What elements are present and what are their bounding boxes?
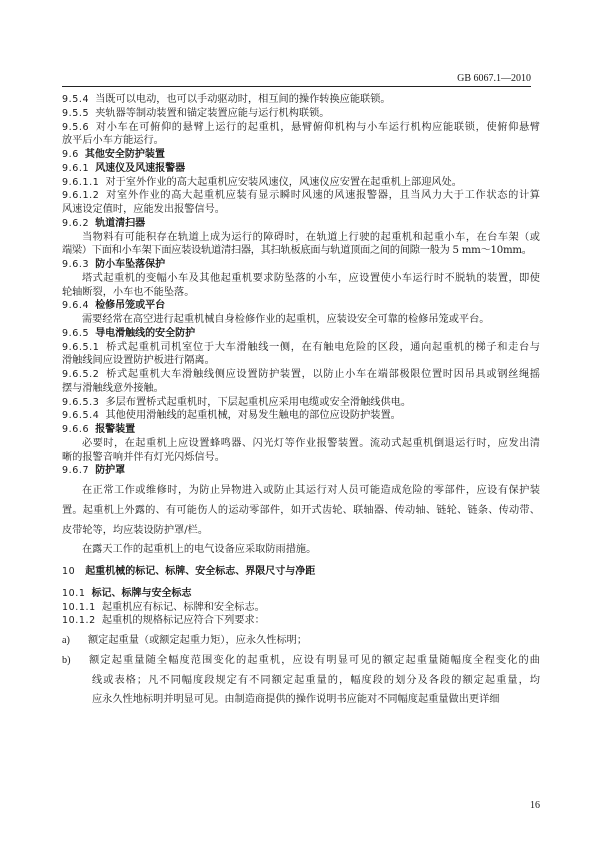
clause-number: 9.6.5.1	[62, 341, 100, 353]
paragraph-line: 皮带轮等，均应装设防护罩/栏。	[62, 524, 209, 536]
paragraph-line: 塔式起重机的变幅小车及其他起重机要求防坠落的小车，应设置使小车运行时不脱轨的装置，即使	[82, 272, 540, 284]
list-marker: b)	[62, 654, 71, 666]
heading-9-6-6	[62, 423, 540, 437]
clause-9-6-5-3	[62, 396, 540, 410]
clause-text-continued: 摆与滑触线意外接触。	[62, 382, 164, 394]
clause-number: 9.6.5.3	[62, 396, 100, 408]
heading-9-6-2	[62, 217, 540, 231]
heading-9-6-5	[62, 327, 540, 341]
clause-number: 9.6.1.2	[62, 190, 100, 202]
clause-number: 9.5.6	[62, 121, 90, 133]
clause-number: 9.6.5.2	[62, 369, 100, 380]
clause-text: 对于室外作业的高大起重机应安装风速仪，风速仪应安置在起重机上部迎风处。	[105, 176, 462, 188]
list-text-continued: 应永久性地标明并明显可见。由制造商提供的操作说明书应能对不同幅度起重量做出更详细	[92, 694, 500, 706]
paragraph-line: 晰的报警音响并伴有灯光闪烁信号。	[62, 451, 225, 463]
clause-9-6-5-2	[62, 368, 540, 382]
clause-9-6-1-2	[62, 189, 540, 203]
clause-number: 9.6.5	[62, 327, 90, 339]
clause-number: 9.6.3	[62, 259, 90, 270]
clause-9-6-1-1	[62, 176, 540, 190]
clause-number: 9.6.4	[62, 300, 90, 312]
clause-9-5-6	[62, 121, 540, 135]
heading-text: 检修吊笼或平台	[95, 300, 166, 312]
heading-9-6-7	[62, 464, 540, 478]
clause-text-continued: 滑触线间应设置防护板进行隔离。	[62, 355, 215, 367]
paragraph-line: 必要时，在起重机上应设置蜂鸣器、闪光灯等作业报警装置。流动式起重机倒退运行时，应发出清	[82, 437, 540, 449]
paragraph-line: 置。起重机上外露的、有可能伤人的运动零部件，如开式齿轮、联轴器、传动轴、链轮、链条、传动带、	[62, 504, 540, 516]
heading-text: 导电滑触线的安全防护	[95, 327, 196, 339]
paragraph-line: 轮轴断裂，小车也不能坠落。	[62, 286, 195, 298]
paragraph-line: 需要经常在高空进行起重机械自身检修作业的起重机，应装设安全可靠的检修吊笼或平台。	[82, 314, 490, 325]
section-heading-10	[62, 565, 540, 579]
page-number: 16	[530, 800, 540, 811]
heading-text: 报警装置	[95, 424, 136, 435]
clause-text: 桥式起重机大车滑触线侧应设置防护装置，以防止小车在端部极限位置时因吊具或钢丝绳摇	[105, 369, 540, 380]
clause-9-5-4	[62, 93, 540, 107]
heading-text: 防小车坠落保护	[95, 259, 166, 270]
clause-9-6-5-1	[62, 341, 540, 355]
clause-number: 9.6.1	[62, 162, 90, 174]
page-body	[62, 93, 540, 707]
clause-10-1-1	[62, 601, 540, 615]
header-rule	[62, 86, 531, 87]
paragraph-line: 在露天工作的起重机上的电气设备应采取防雨措施。	[82, 544, 317, 556]
heading-text: 起重机械的标记、标牌、安全标志、界限尺寸与净距	[85, 566, 316, 577]
standard-code-header: GB 6067.1—2010	[457, 73, 531, 84]
clause-number: 9.6.2	[62, 217, 90, 229]
paragraph-line: 在正常工作或维修时，为防止异物进入或防止其运行对人员可能造成危险的零部件，应设有保护装	[82, 485, 540, 496]
clause-number: 9.6.5.4	[62, 410, 100, 422]
list-item-b	[62, 654, 540, 668]
heading-text: 其他安全防护装置	[84, 149, 165, 160]
paragraph-line: 当物料有可能积存在轨道上成为运行的障碍时，在轨道上行驶的起重机和起重小车，在台车架（或	[82, 231, 540, 243]
clause-number: 9.6.6	[62, 424, 90, 435]
clause-number: 9.6	[62, 149, 79, 160]
clause-text: 夹轨器等制动装置和锚定装置应能与运行机构联锁。	[95, 107, 330, 119]
heading-text: 轨道清扫器	[95, 217, 146, 229]
clause-text: 桥式起重机司机室位于大车滑触线一侧，在有触电危险的区段，通向起重机的梯子和走台与	[105, 341, 540, 353]
list-text: 额定起重量随全幅度范围变化的起重机，应设有明显可见的额定起重量随幅度全程变化的曲	[88, 654, 540, 666]
clause-10-1-2	[62, 614, 540, 628]
clause-text-continued: 风速设定值时，应能发出报警信号。	[62, 204, 225, 215]
clause-number: 9.6.1.1	[62, 176, 100, 188]
clause-text-continued: 放平后小车方能运行。	[62, 135, 164, 147]
clause-number: 9.5.5	[62, 107, 90, 119]
heading-text: 风速仪及风速报警器	[95, 162, 186, 174]
clause-text: 其他使用滑触线的起重机械，对易发生触电的部位应设防护装置。	[105, 410, 401, 422]
clause-number: 10.1.1	[62, 601, 96, 613]
list-text: 额定起重量（或额定起重力矩），应永久性标明；	[88, 635, 308, 646]
clause-number: 9.5.4	[62, 94, 90, 105]
clause-number: 9.6.7	[62, 465, 90, 477]
clause-text: 当既可以电动，也可以手动驱动时，相互间的操作转换应能联锁。	[95, 94, 391, 105]
heading-10-1	[62, 587, 540, 601]
clause-text: 多层布置桥式起重机时，下层起重机应采用电缆或安全滑触线供电。	[105, 396, 412, 408]
clause-number: 10	[62, 566, 76, 577]
paragraph-line: 端梁）下面和小车架下面应装设轨道清扫器，其扫轨板底面与轨道顶面之间的间隙一般为 5 mm～10mm。	[62, 245, 532, 257]
heading-text: 防护罩	[95, 465, 126, 477]
heading-9-6-4	[62, 299, 540, 313]
clause-9-6-5-4	[62, 409, 540, 423]
section-heading-9-6	[62, 148, 540, 162]
list-marker: a)	[62, 635, 70, 646]
clause-text: 起重机的规格标记应符合下列要求：	[101, 615, 265, 627]
heading-9-6-3	[62, 258, 540, 272]
clause-number: 10.1	[62, 587, 86, 599]
clause-9-5-5	[62, 107, 540, 121]
list-item-a	[62, 634, 540, 648]
heading-text: 标记、标牌与安全标志	[91, 587, 192, 599]
clause-text: 对小车在可俯仰的悬臂上运行的起重机，悬臂俯仰机构与小车运行机构应能联锁，使俯仰悬臂	[95, 121, 540, 133]
clause-number: 10.1.2	[62, 615, 96, 627]
list-text-continued: 线或表格；凡不同幅度段规定有不同额定起重量的，幅度段的划分及各段的额定起重量，均	[92, 674, 540, 686]
heading-9-6-1	[62, 162, 540, 176]
clause-text: 对室外作业的高大起重机应装有显示瞬时风速的风速报警器，且当风力大于工作状态的计算	[105, 190, 540, 202]
clause-text: 起重机应有标记、标牌和安全标志。	[101, 601, 265, 613]
